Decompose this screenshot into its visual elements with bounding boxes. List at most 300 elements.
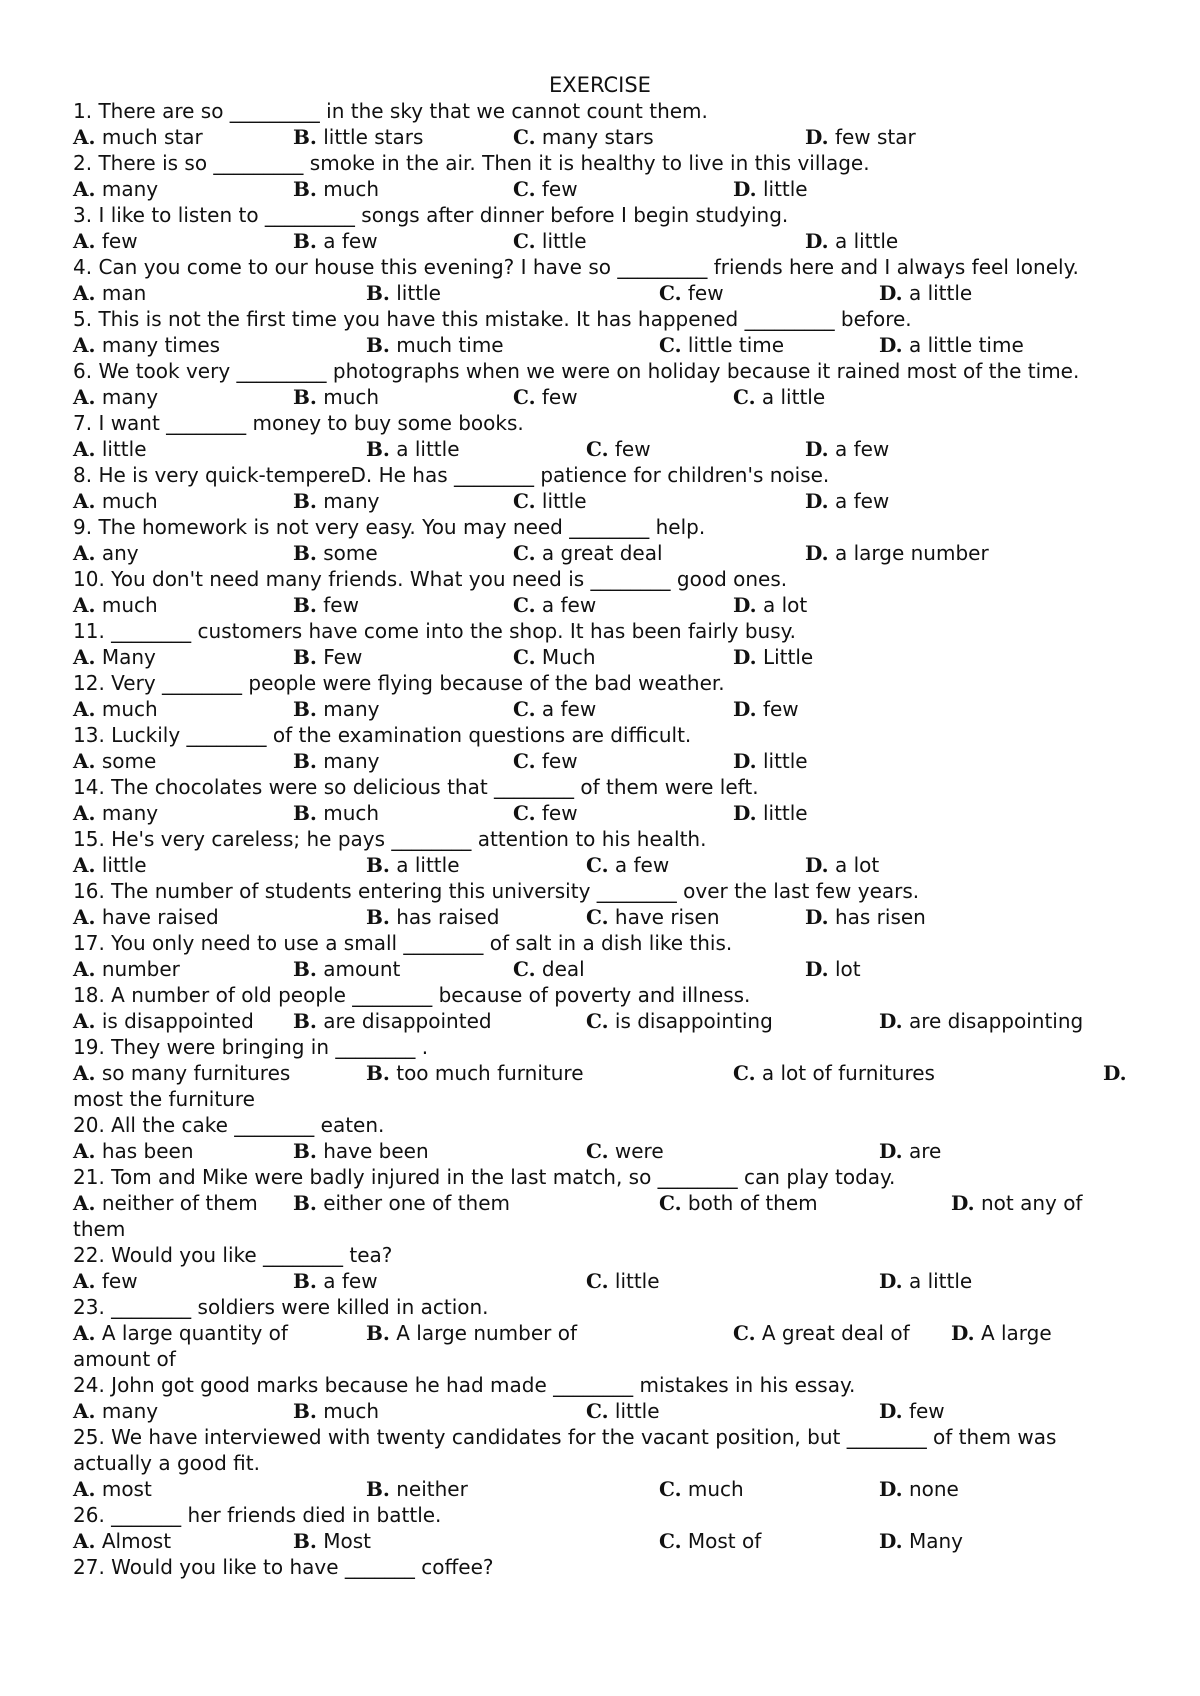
option-b <box>293 540 378 566</box>
option-b <box>293 800 379 826</box>
question-13: 13. Luckily ________ of the examination questions are difficult. <box>73 723 692 747</box>
option-letter: A. <box>73 1269 96 1293</box>
option-d <box>879 1008 1083 1034</box>
option-a <box>73 1268 138 1294</box>
option-text: some <box>95 749 157 773</box>
option-text: little <box>95 437 147 461</box>
option-letter: A. <box>73 1399 96 1423</box>
option-b <box>293 488 379 514</box>
option-letter: D. <box>805 489 829 513</box>
option-text: a few <box>535 697 597 721</box>
option-b <box>293 1268 378 1294</box>
option-letter: C. <box>733 1321 756 1345</box>
option-letter: B. <box>293 177 317 201</box>
option-letter: D. <box>879 1477 903 1501</box>
option-text: few <box>535 749 578 773</box>
option-d <box>805 852 879 878</box>
option-b <box>293 228 378 254</box>
option-letter: D. <box>879 1529 903 1553</box>
option-c <box>513 748 578 774</box>
option-letter: D. <box>879 1139 903 1163</box>
option-text: is disappointing <box>608 1009 773 1033</box>
option-letter: C. <box>586 1399 609 1423</box>
question-10-options <box>73 592 1133 618</box>
option-text: many <box>95 1399 159 1423</box>
option-c <box>586 1398 660 1424</box>
option-text: have been <box>316 1139 429 1163</box>
option-text: a few <box>608 853 670 877</box>
option-letter: A. <box>73 645 96 669</box>
option-letter: C. <box>513 593 536 617</box>
option-letter: A. <box>73 385 96 409</box>
option-letter: C. <box>659 1191 682 1215</box>
option-letter: B. <box>293 1191 317 1215</box>
question-26: 26. _______ her friends died in battle. <box>73 1503 442 1527</box>
option-letter: A. <box>73 541 96 565</box>
option-text: not any of <box>974 1191 1083 1215</box>
option-text: man <box>95 281 147 305</box>
option-c <box>733 384 825 410</box>
question-5: 5. This is not the first time you have this mistake. It has happened _________ before. <box>73 307 912 331</box>
option-text: few <box>535 177 578 201</box>
option-d <box>951 1190 1082 1216</box>
option-text: neither <box>389 1477 468 1501</box>
option-text: a large number <box>828 541 989 565</box>
option-letter: D. <box>879 1009 903 1033</box>
option-letter: A. <box>73 593 96 617</box>
option-letter: D. <box>951 1321 975 1345</box>
option-a <box>73 1060 290 1086</box>
option-c <box>513 800 578 826</box>
option-d <box>879 1476 959 1502</box>
option-letter: C. <box>513 125 536 149</box>
option-letter: D. <box>951 1191 975 1215</box>
option-text: little <box>608 1399 660 1423</box>
option-c <box>586 436 651 462</box>
question-6-options <box>73 384 1133 410</box>
option-letter: C. <box>586 853 609 877</box>
option-d <box>1103 1060 1127 1086</box>
option-letter: A. <box>73 697 96 721</box>
option-text: much <box>95 489 158 513</box>
option-letter: A. <box>73 1191 96 1215</box>
option-c <box>513 228 587 254</box>
question-1-options <box>73 124 1133 150</box>
option-a <box>73 1528 171 1554</box>
option-a <box>73 384 158 410</box>
option-text: much <box>95 593 158 617</box>
option-c <box>513 488 587 514</box>
option-letter: A. <box>73 1061 96 1085</box>
option-b <box>366 1476 468 1502</box>
option-text: a few <box>828 437 890 461</box>
option-d <box>805 956 861 982</box>
option-text: much <box>95 697 158 721</box>
option-letter: D. <box>733 177 757 201</box>
option-text: many <box>95 385 159 409</box>
option-text: Many <box>95 645 156 669</box>
question-4-options <box>73 280 1133 306</box>
option-c <box>513 592 596 618</box>
option-text: few <box>95 229 138 253</box>
option-letter: C. <box>586 905 609 929</box>
option-c <box>513 956 585 982</box>
option-text: many <box>95 801 159 825</box>
option-d <box>879 1138 941 1164</box>
option-letter: D. <box>805 957 829 981</box>
option-a <box>73 592 158 618</box>
question-2-options <box>73 176 1133 202</box>
option-text: either one of them <box>316 1191 511 1215</box>
option-letter: A. <box>73 125 96 149</box>
question-9-options <box>73 540 1133 566</box>
option-d <box>733 644 813 670</box>
option-a <box>73 956 180 982</box>
option-text: has raised <box>389 905 500 929</box>
option-b <box>293 176 379 202</box>
option-letter: B. <box>293 749 317 773</box>
question-22-options <box>73 1268 1133 1294</box>
option-letter: A. <box>73 957 96 981</box>
option-letter: D. <box>805 905 829 929</box>
option-c <box>513 540 663 566</box>
option-d <box>805 124 916 150</box>
option-b <box>293 384 379 410</box>
option-text: Most <box>316 1529 371 1553</box>
question-17: 17. You only need to use a small ________ of salt in a dish like this. <box>73 931 733 955</box>
option-text: many <box>316 697 380 721</box>
option-a <box>73 228 138 254</box>
option-letter: D. <box>733 697 757 721</box>
option-a <box>73 176 158 202</box>
option-text: many times <box>95 333 221 357</box>
option-c <box>586 904 720 930</box>
option-text: has been <box>95 1139 194 1163</box>
option-a <box>73 644 156 670</box>
question-18-options <box>73 1008 1133 1034</box>
option-letter: C. <box>513 957 536 981</box>
option-c <box>659 280 724 306</box>
option-d <box>733 748 808 774</box>
option-letter: B. <box>293 125 317 149</box>
option-letter: D. <box>879 333 903 357</box>
option-text: a few <box>535 593 597 617</box>
option-text: are <box>902 1139 942 1163</box>
option-text: none <box>902 1477 959 1501</box>
option-c <box>659 1528 761 1554</box>
option-a <box>73 1190 258 1216</box>
option-text: few <box>902 1399 945 1423</box>
option-letter: B. <box>366 1061 390 1085</box>
option-text: few <box>535 801 578 825</box>
option-letter: C. <box>586 1009 609 1033</box>
option-text: A large number of <box>389 1321 578 1345</box>
option-b <box>293 1190 510 1216</box>
option-text: a lot <box>756 593 808 617</box>
option-c <box>733 1320 910 1346</box>
option-letter: C. <box>513 385 536 409</box>
option-letter: B. <box>293 1009 317 1033</box>
question-6: 6. We took very _________ photographs when we were on holiday because it rained most of the time. <box>73 359 1080 383</box>
option-text: much <box>316 177 380 201</box>
question-7: 7. I want ________ money to buy some books. <box>73 411 524 435</box>
option-a <box>73 1398 158 1424</box>
option-text: A large <box>974 1321 1052 1345</box>
question-14-options <box>73 800 1133 826</box>
option-text: little time <box>681 333 785 357</box>
option-letter: A. <box>73 1009 96 1033</box>
option-letter: A. <box>73 281 96 305</box>
option-a <box>73 1476 152 1502</box>
option-b <box>366 436 460 462</box>
option-b <box>293 644 362 670</box>
question-15: 15. He's very careless; he pays ________ attention to his health. <box>73 827 707 851</box>
option-text: have risen <box>608 905 720 929</box>
option-b <box>293 956 400 982</box>
option-text: lot <box>828 957 861 981</box>
option-letter: A. <box>73 905 96 929</box>
option-letter: B. <box>293 957 317 981</box>
option-letter: D. <box>805 853 829 877</box>
option-letter: C. <box>659 1477 682 1501</box>
option-a <box>73 904 219 930</box>
question-13-options <box>73 748 1133 774</box>
option-letter: D. <box>733 749 757 773</box>
option-a <box>73 124 203 150</box>
option-text: few <box>608 437 651 461</box>
question-20-options <box>73 1138 1133 1164</box>
option-a <box>73 488 158 514</box>
option-text: a few <box>316 1269 378 1293</box>
option-a <box>73 800 158 826</box>
option-text: number <box>95 957 180 981</box>
option-text: a little <box>389 437 460 461</box>
option-a <box>73 540 139 566</box>
option-text: a little time <box>902 333 1024 357</box>
option-text: few <box>681 281 724 305</box>
question-24-options <box>73 1398 1133 1424</box>
question-15-options <box>73 852 1133 878</box>
option-c <box>586 1008 773 1034</box>
option-c <box>659 332 784 358</box>
option-d <box>951 1320 1052 1346</box>
question-20: 20. All the cake ________ eaten. <box>73 1113 385 1137</box>
option-text: Much <box>535 645 596 669</box>
option-text: most <box>95 1477 152 1501</box>
option-letter: D. <box>805 229 829 253</box>
option-a <box>73 1138 194 1164</box>
option-letter: D. <box>733 801 757 825</box>
option-d <box>879 332 1024 358</box>
option-letter: B. <box>366 437 390 461</box>
option-letter: C. <box>733 1061 756 1085</box>
option-c <box>586 852 669 878</box>
option-text: little <box>608 1269 660 1293</box>
option-letter: D. <box>805 125 829 149</box>
option-b <box>293 592 359 618</box>
option-text: many <box>316 489 380 513</box>
option-c <box>733 1060 935 1086</box>
option-text: any <box>95 541 139 565</box>
option-text: are disappointing <box>902 1009 1084 1033</box>
option-letter: D. <box>733 645 757 669</box>
option-text: little <box>535 489 587 513</box>
option-continuation: most the furniture <box>73 1087 255 1111</box>
question-23: 23. ________ soldiers were killed in action. <box>73 1295 489 1319</box>
option-c <box>513 644 596 670</box>
question-12-options <box>73 696 1133 722</box>
option-continuation: them <box>73 1217 126 1241</box>
option-text: little <box>95 853 147 877</box>
option-text: many <box>95 177 159 201</box>
option-letter: D. <box>879 1269 903 1293</box>
option-text: many <box>316 749 380 773</box>
option-text: A large quantity of <box>95 1321 288 1345</box>
option-b <box>366 332 504 358</box>
option-b <box>293 1008 492 1034</box>
option-letter: B. <box>293 1399 317 1423</box>
option-letter: C. <box>513 489 536 513</box>
question-list <box>73 98 1133 1580</box>
option-d <box>733 176 808 202</box>
option-letter: B. <box>293 1269 317 1293</box>
option-letter: C. <box>733 385 756 409</box>
option-b <box>366 904 499 930</box>
option-letter: B. <box>293 801 317 825</box>
option-letter: C. <box>513 749 536 773</box>
option-letter: A. <box>73 489 96 513</box>
option-b <box>293 124 423 150</box>
option-letter: B. <box>293 229 317 253</box>
option-text: few <box>535 385 578 409</box>
option-b <box>293 696 379 722</box>
option-text: little <box>389 281 441 305</box>
question-4: 4. Can you come to our house this evening? I have so _________ friends here and I always feel lonely. <box>73 255 1079 279</box>
question-26-options <box>73 1528 1133 1554</box>
question-27: 27. Would you like to have _______ coffee? <box>73 1555 494 1579</box>
option-b <box>366 280 441 306</box>
option-letter: A. <box>73 1139 96 1163</box>
question-18: 18. A number of old people ________ because of poverty and illness. <box>73 983 751 1007</box>
option-text: much <box>316 385 380 409</box>
option-d <box>879 1268 972 1294</box>
option-text: Many <box>902 1529 963 1553</box>
option-letter: B. <box>293 1139 317 1163</box>
option-text: both of them <box>681 1191 818 1215</box>
question-1: 1. There are so _________ in the sky that we cannot count them. <box>73 99 708 123</box>
option-d <box>733 696 799 722</box>
option-letter: C. <box>513 541 536 565</box>
option-text: a few <box>828 489 890 513</box>
question-24: 24. John got good marks because he had made ________ mistakes in his essay. <box>73 1373 856 1397</box>
option-c <box>513 176 578 202</box>
option-letter: B. <box>293 385 317 409</box>
option-text: little <box>756 801 808 825</box>
option-letter: A. <box>73 1477 96 1501</box>
option-letter: B. <box>293 593 317 617</box>
option-text: much star <box>95 125 203 149</box>
option-letter: A. <box>73 333 96 357</box>
option-letter: D. <box>879 281 903 305</box>
option-letter: B. <box>293 489 317 513</box>
option-b <box>366 1060 584 1086</box>
option-d <box>733 592 807 618</box>
option-text: a great deal <box>535 541 663 565</box>
option-text: were <box>608 1139 664 1163</box>
option-letter: A. <box>73 177 96 201</box>
option-text: many stars <box>535 125 654 149</box>
option-text: a lot <box>828 853 880 877</box>
question-17-options <box>73 956 1133 982</box>
option-text: few <box>95 1269 138 1293</box>
option-b <box>293 1138 429 1164</box>
option-d <box>805 904 926 930</box>
option-text: a little <box>828 229 899 253</box>
question-9: 9. The homework is not very easy. You may need ________ help. <box>73 515 706 539</box>
option-letter: B. <box>293 1529 317 1553</box>
option-text: Most of <box>681 1529 762 1553</box>
option-letter: C. <box>659 333 682 357</box>
option-a <box>73 280 146 306</box>
question-2: 2. There is so _________ smoke in the air. Then it is healthy to live in this village. <box>73 151 870 175</box>
question-5-options <box>73 332 1133 358</box>
question-25-options <box>73 1476 1133 1502</box>
question-12: 12. Very ________ people were flying because of the bad weather. <box>73 671 725 695</box>
option-b <box>366 1320 577 1346</box>
option-letter: D. <box>733 593 757 617</box>
option-text: Little <box>756 645 814 669</box>
option-text: a little <box>902 1269 973 1293</box>
option-text: have raised <box>95 905 219 929</box>
question-25: 25. We have interviewed with twenty candidates for the vacant position, but ________ of them was actually a good fit. <box>73 1425 1063 1475</box>
option-d <box>879 280 972 306</box>
option-c <box>659 1476 744 1502</box>
question-11-options <box>73 644 1133 670</box>
option-a <box>73 1008 254 1034</box>
option-d <box>805 540 989 566</box>
option-letter: A. <box>73 853 96 877</box>
option-letter: D. <box>805 541 829 565</box>
option-letter: B. <box>366 853 390 877</box>
option-text: neither of them <box>95 1191 258 1215</box>
option-a <box>73 436 147 462</box>
question-23-options <box>73 1320 1133 1372</box>
option-text: has risen <box>828 905 926 929</box>
option-text: much time <box>389 333 504 357</box>
option-letter: A. <box>73 801 96 825</box>
option-d <box>805 228 898 254</box>
option-a <box>73 1320 288 1346</box>
option-letter: C. <box>513 229 536 253</box>
option-letter: A. <box>73 229 96 253</box>
question-14: 14. The chocolates were so delicious that ________ of them were left. <box>73 775 759 799</box>
option-letter: A. <box>73 749 96 773</box>
option-d <box>733 800 808 826</box>
option-text: little <box>535 229 587 253</box>
option-a <box>73 748 156 774</box>
option-letter: B. <box>366 281 390 305</box>
option-a <box>73 332 220 358</box>
option-letter: C. <box>659 281 682 305</box>
option-letter: B. <box>366 905 390 929</box>
option-letter: B. <box>366 1477 390 1501</box>
option-text: are disappointed <box>316 1009 492 1033</box>
page-title: EXERCISE <box>549 73 651 97</box>
option-letter: C. <box>513 697 536 721</box>
option-text: little <box>756 749 808 773</box>
option-letter: A. <box>73 1321 96 1345</box>
option-letter: C. <box>586 1139 609 1163</box>
